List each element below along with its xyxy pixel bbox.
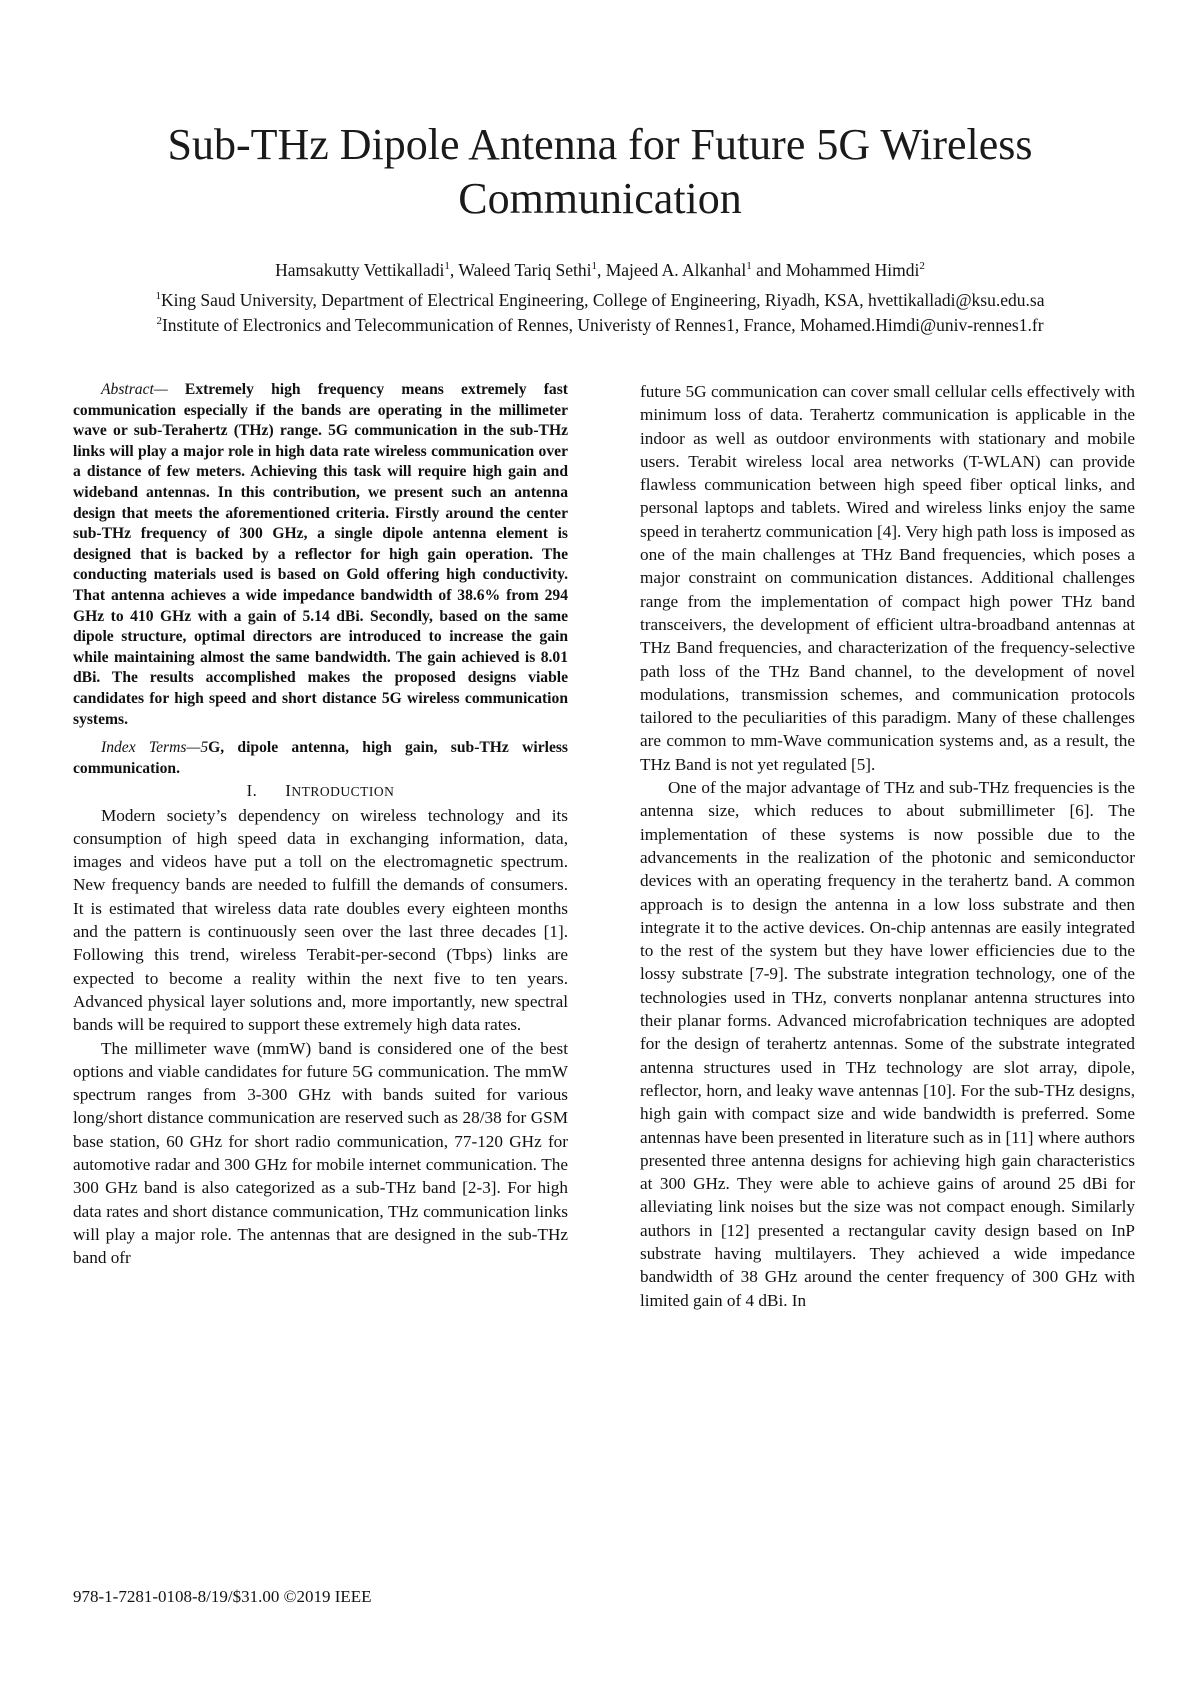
section-title-initial: I (285, 781, 292, 801)
body-paragraph: The millimeter wave (mmW) band is considered one of the best options and viable candidates for future 5G communication. The mmW spectrum ranges from 3-300 GHz with bands suited for various long/short distance communication are reserved such as 28/38 for GSM base station, 60 GHz for short radio communication, 77-120 GHz for automotive radar and 300 GHz for mobile internet communication. The 300 GHz band is also categorized as a sub-THz band [2-3]. For high data rates and short distance communication, THz communication links will play a major role. The antennas that are designed in the sub-THz band ofr (73, 1038, 568, 1268)
abstract (73, 380, 568, 730)
index-terms (73, 738, 568, 779)
affiliation-mark: 1 (155, 290, 162, 303)
author-separator: , (596, 260, 606, 280)
affiliation-text: Institute of Electronics and Telecommunication of Rennes, Univeristy of Rennes1, France, Mohamed.Himdi@univ-rennes1.fr (161, 315, 1044, 335)
paper-title: Sub-THz Dipole Antenna for Future 5G Wireless Communication (167, 120, 1033, 223)
abstract-text: Extremely high frequency means extremely fast communication especially if the bands are operating in the millimeter wave or sub-Terahertz (THz) range. 5G communication in the sub-THz links will play a major role in high data rate wireless communication over a distance of few meters. Achieving this task will require high gain and wideband antennas. In this contribution, we present such an antenna design that meets the aforementioned criteria. Firstly around the center sub-THz frequency of 300 GHz, a single dipole antenna element is designed that is backed by a reflector for high gain operation. The conducting materials used is based on Gold offering high conductivity. That antenna achieves a wide impedance bandwidth of 38.6% from 294 GHz to 410 GHz with a gain of 5.14 dBi. Secondly, based on the same dipole structure, optimal directors are introduced to increase the gain while maintaining almost the same bandwidth. The gain achieved is 8.01 dBi. The results accomplished makes the proposed designs viable candidates for high speed and short distance 5G wireless communication systems. (73, 381, 568, 728)
index-terms-label: Index Terms—5 (101, 739, 209, 757)
author-name: Majeed A. Alkanhal (605, 260, 747, 280)
copyright-footer: 978-1-7281-0108-8/19/$31.00 ©2019 IEEE (73, 1587, 372, 1606)
section-heading (73, 779, 568, 803)
author-separator: and (751, 260, 786, 280)
section-title-rest: NTRODUCTION (291, 784, 395, 800)
affiliation-2 (20, 313, 1180, 337)
author-name: Waleed Tariq Sethi (458, 260, 592, 280)
abstract-label: Abstract— (101, 381, 168, 398)
affiliation-text: King Saud University, Department of Electrical Engineering, College of Engineering, Riyadh, KSA, hvettikalladi@ksu.edu.sa (161, 290, 1045, 310)
author-name: Mohammed Himdi (785, 260, 920, 280)
left-column (73, 380, 568, 1270)
section-number: I. (246, 781, 258, 801)
author-name: Hamsakutty Vettikalladi (275, 260, 445, 280)
body-paragraph: future 5G communication can cover small cellular cells effectively with minimum loss of data. Terahertz communication is applicable in the indoor as well as outdoor environments with stationary and mobile users. Terabit wireless local area networks (T-WLAN) can provide flawless communication between high speed fiber optical links, and personal laptops and tablets. Wired and wireless links enjoy the same speed in terahertz communication [4]. Very high path loss is imposed as one of the main challenges at THz Band frequencies, which poses a major constraint on communication distances. Additional challenges range from the implementation of compact high power THz band transceivers, the development of efficient ultra-broadband antennas at THz Band frequencies, and characterization of the frequency-selective path loss of the THz Band channel, to the development of novel modulations, transmission schemes, and communication protocols tailored to the peculiarities of this paradigm. Many of these challenges are common to mm-Wave communication systems and, as a result, the THz Band is not yet regulated [5]. (640, 382, 1135, 774)
affiliation-mark: 2 (156, 315, 162, 328)
author-list (40, 258, 1160, 282)
author-separator: , (449, 260, 459, 280)
author-affil-mark: 1 (444, 260, 450, 273)
index-terms-text: G, dipole antenna, high gain, sub-THz wirless communication. (73, 739, 568, 777)
author-affil-mark: 1 (746, 260, 752, 273)
body-paragraph: Modern society’s dependency on wireless technology and its consumption of high speed data in exchanging information, data, images and videos have put a toll on the electromagnetic spectrum. New frequency bands are needed to fulfill the demands of consumers. It is estimated that wireless data rate doubles every eighteen months and the pattern is continuously seen over the last three decades [1]. Following this trend, wireless Terabit-per-second (Tbps) links are expected to become a reality within the next five to ten years. Advanced physical layer solutions and, more importantly, new spectral bands will be required to support these extremely high data rates. (73, 805, 568, 1035)
author-affil-mark: 2 (919, 260, 925, 273)
body-paragraph: One of the major advantage of THz and sub-THz frequencies is the antenna size, which reduces to about submillimeter [6]. The implementation of these systems is now possible due to the advancements in the realization of the photonic and semiconductor devices with an operating frequency in the terahertz band. A common approach is to design the antenna in a low loss substrate and then integrate it to the active devices. On-chip antennas are easily integrated to the rest of the system but they have lower efficiencies due to the lossy substrate [7-9]. The substrate integration technology, one of the technologies used in THz, converts nonplanar antenna structures into their planar forms. Advanced microfabrication techniques are adopted for the design of terahertz antennas. Some of the substrate integrated antenna structures used in THz technology are slot array, dipole, reflector, horn, and leaky wave antennas [10]. For the sub-THz designs, high gain with compact size and wide bandwidth is preferred. Some antennas have been presented in literature such as in [11] where authors presented three antenna designs for achieving high gain characteristics at 300 GHz. They were able to achieve gains of around 25 dBi for alleviating link noises but the size was not compact enough. Similarly authors in [12] presented a rectangular cavity design based on InP substrate having multilayers. They achieved a wide impedance bandwidth of 38 GHz around the center frequency of 300 GHz with limited gain of 4 dBi. In (640, 778, 1135, 1310)
author-affil-mark: 1 (591, 260, 597, 273)
affiliation-1 (20, 288, 1180, 312)
right-column (640, 380, 1135, 1312)
